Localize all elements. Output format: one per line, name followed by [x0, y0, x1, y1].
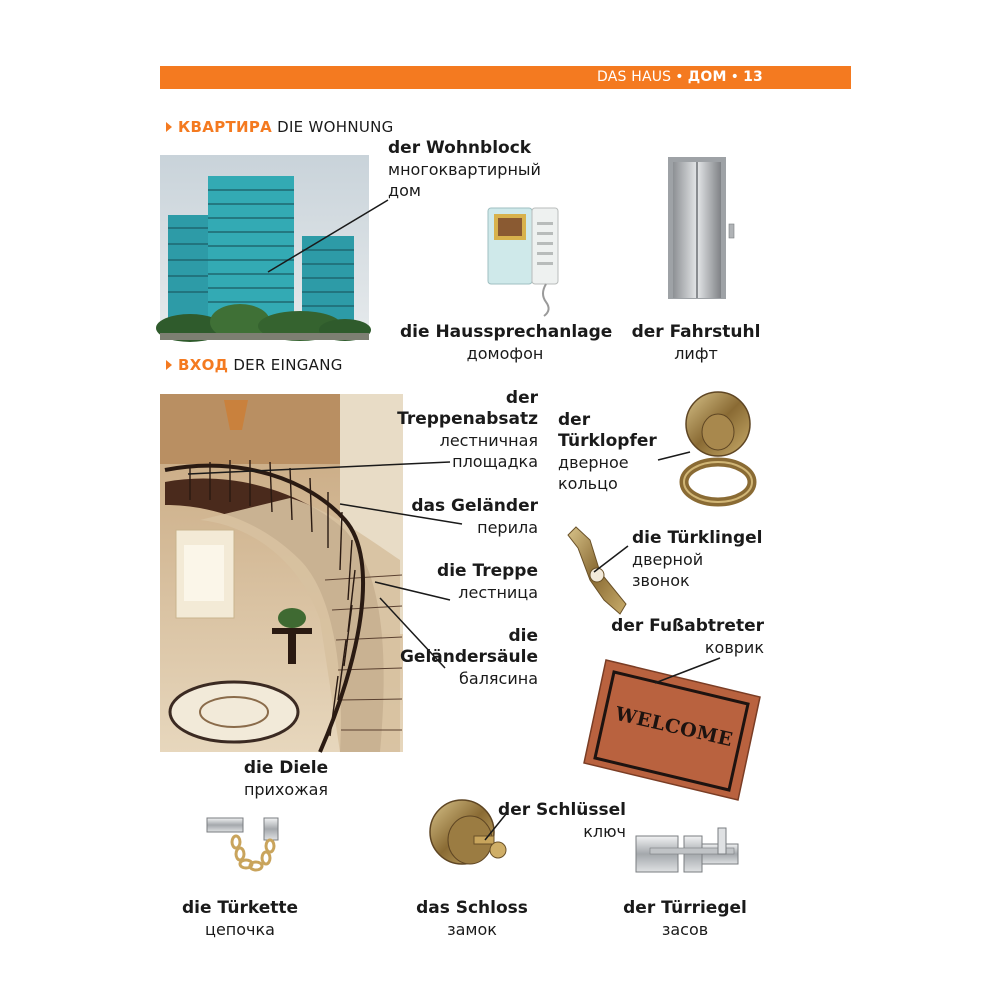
- section-entrance-de: DER EINGANG: [233, 356, 343, 374]
- label-wohnblock-ru-2: дом: [388, 181, 421, 200]
- label-treppenabsatz-de-2: Treppenabsatz: [397, 409, 538, 429]
- label-tuerkette: [170, 898, 310, 940]
- page-number: 13: [743, 69, 763, 85]
- header-dot-2: •: [730, 69, 740, 85]
- label-tuerklopfer-ru-1: дверное: [558, 453, 629, 472]
- label-fussabtreter-de: der Fußabtreter: [611, 616, 764, 636]
- label-gelaender-de: das Geländer: [411, 496, 538, 516]
- label-wohnblock: [388, 138, 541, 201]
- door-bolt-image: [636, 828, 738, 872]
- label-treppe: [380, 561, 538, 603]
- label-haussprechanlage-de: die Haussprechanlage: [400, 322, 613, 342]
- doormat-text: WELCOME: [613, 702, 735, 752]
- label-schluessel: [486, 800, 626, 842]
- label-diele-ru: прихожая: [243, 780, 329, 799]
- label-tuerklingel: [632, 528, 763, 591]
- label-diele-de: die Diele: [243, 758, 329, 778]
- label-treppenabsatz-ru-1: лестничная: [439, 431, 538, 450]
- label-gelaendersaeule-de-1: die: [508, 626, 538, 646]
- label-wohnblock-de: der Wohnblock: [388, 138, 532, 158]
- label-tuerklopfer-ru-2: кольцо: [558, 474, 618, 493]
- label-tuerkette-ru: цепочка: [205, 920, 275, 939]
- label-fahrstuhl-de: der Fahrstuhl: [631, 322, 761, 342]
- header-section-de: DAS HAUS: [596, 69, 672, 85]
- label-tuerklingel-ru-2: звонок: [632, 571, 690, 590]
- label-treppenabsatz-de-1: der: [505, 388, 538, 408]
- label-gelaendersaeule-de-2: Geländersäule: [399, 647, 538, 667]
- label-tuerklingel-de: die Türklingel: [632, 528, 763, 548]
- intercom-image: [488, 208, 558, 316]
- label-treppe-ru: лестница: [458, 583, 538, 602]
- header-dot-1: •: [675, 69, 684, 85]
- label-treppe-de: die Treppe: [437, 561, 538, 581]
- label-schloss: [402, 898, 542, 940]
- section-apartment-ru: КВАРТИРА: [178, 118, 273, 136]
- label-tuerklopfer-de-1: der: [558, 410, 591, 430]
- label-tuerklopfer: [558, 410, 657, 494]
- label-schluessel-de: der Schlüssel: [498, 800, 626, 820]
- section-entrance-ru: ВХОД: [178, 356, 229, 374]
- hallway-image: [160, 394, 403, 752]
- label-wohnblock-ru-1: многоквартирный: [388, 160, 541, 179]
- label-fussabtreter-ru: коврик: [704, 638, 764, 657]
- door-knocker-image: [684, 392, 752, 502]
- label-tuerkette-de: die Türkette: [181, 898, 299, 918]
- door-chain-image: [207, 818, 278, 870]
- label-haussprechanlage-ru: домофон: [466, 344, 544, 363]
- label-tuerklopfer-de-2: Türklopfer: [558, 431, 657, 451]
- elevator-image: [668, 157, 734, 299]
- label-schloss-ru: замок: [447, 920, 497, 939]
- label-tuerklingel-ru-1: дверной: [632, 550, 704, 569]
- header-section-ru: ДОМ: [687, 69, 727, 85]
- label-fussabtreter: [600, 616, 764, 658]
- label-fahrstuhl: [624, 322, 768, 364]
- label-tuerriegel-ru: засов: [661, 920, 709, 939]
- label-gelaendersaeule: [380, 626, 538, 689]
- label-treppenabsatz: [380, 388, 538, 472]
- label-schluessel-ru: ключ: [583, 822, 626, 841]
- label-treppenabsatz-ru-2: площадка: [452, 452, 538, 471]
- label-haussprechanlage: [400, 322, 613, 364]
- label-gelaender-ru: перила: [477, 518, 538, 537]
- label-schloss-de: das Schloss: [416, 898, 528, 918]
- label-gelaendersaeule-ru: балясина: [459, 669, 538, 688]
- section-apartment-de: DIE WOHNUNG: [277, 118, 394, 136]
- label-tuerriegel: [614, 898, 756, 940]
- label-fahrstuhl-ru: лифт: [674, 344, 718, 363]
- label-diele: [216, 758, 356, 800]
- apartment-block-image: [156, 155, 371, 342]
- label-tuerriegel-de: der Türriegel: [623, 898, 747, 918]
- label-gelaender: [380, 496, 538, 538]
